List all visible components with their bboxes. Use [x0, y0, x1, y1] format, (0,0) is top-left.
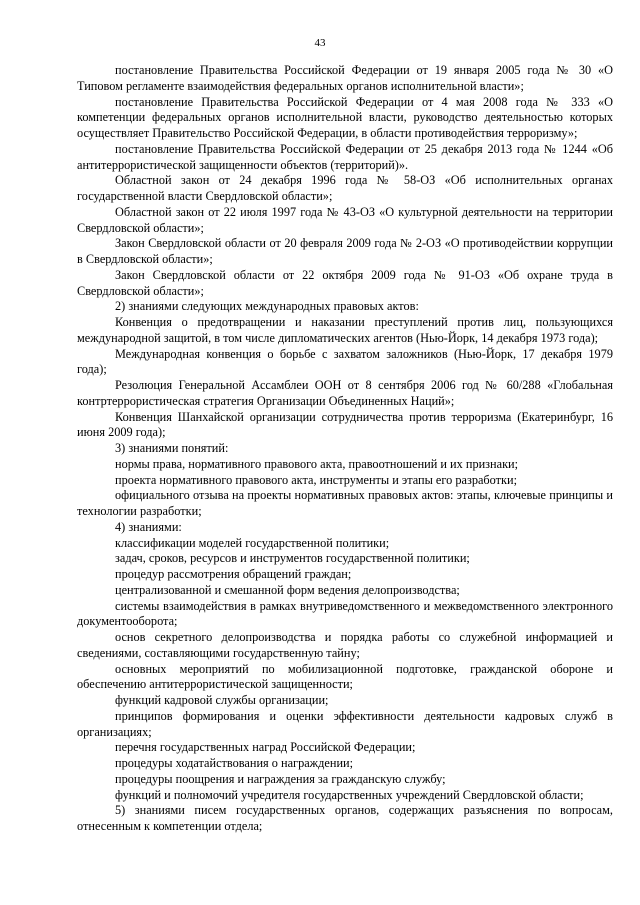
- paragraph: функций кадровой службы организации;: [115, 693, 329, 707]
- paragraph: процедуры ходатайствования о награждении;: [115, 756, 354, 770]
- paragraph: перечня государственных наград Российской Федерации;: [115, 740, 416, 755]
- paragraph: основ секретного делопроизводства и порядка работы со служебной информацией и сведениями, составляющими государственную тайну;: [77, 630, 613, 660]
- paragraph: Областной закон от 22 июля 1997 года № 43-ОЗ «О культурной деятельности на территории Свердловской области»;: [77, 204, 613, 235]
- section-heading: 4) знаниями:: [115, 519, 182, 534]
- paragraph: проекта нормативного правового акта, инструменты и этапы его разработки;: [115, 472, 518, 487]
- paragraph: Конвенция Шанхайской организации сотрудничества против терроризма (Екатеринбург, 16 июня 2009 года);: [77, 409, 613, 440]
- paragraph: принципов формирования и оценки эффективности деятельности кадровых служб в организациях;: [77, 708, 613, 739]
- paragraph: процедуры поощрения и награждения за гражданскую службу;: [115, 771, 446, 786]
- paragraph: процедур рассмотрения обращений граждан;: [115, 567, 352, 581]
- paragraph: постановление Правительства Российской Федерации от 25 декабря 2013 года № 1244 «Об антитеррористической защищенности объектов (территорий)».: [77, 141, 613, 172]
- section-heading: 3) знаниями понятий:: [115, 441, 229, 455]
- paragraph: основных мероприятий по мобилизационной подготовке, гражданской обороне и обеспечению антитеррористической защищенности;: [77, 661, 613, 692]
- paragraph: постановление Правительства Российской Федерации от 4 мая 2008 года № 333 «О компетенции федеральных органов исполнительной власти, руководство деятельностью которых осуществляет Правительство Российской Федерации, в области противодействия терроризму»;: [77, 94, 613, 140]
- section-heading: 2) знаниями следующих международных правовых актов:: [115, 299, 419, 314]
- paragraph: централизованной и смешанной форм ведения делопроизводства;: [115, 582, 460, 597]
- paragraph: постановление Правительства Российской Федерации от 19 января 2005 года № 30 «О Типовом регламенте взаимодействия федеральных органов исполнительной власти»;: [77, 63, 613, 93]
- page-number: 43: [314, 37, 326, 49]
- paragraph: Резолюция Генеральной Ассамблеи ООН от 8 сентября 2006 год № 60/288 «Глобальная контртеррористическая стратегия Организации Объединенных Наций»;: [77, 378, 613, 408]
- paragraph: задач, сроков, ресурсов и инструментов государственной политики;: [115, 551, 470, 566]
- paragraph: классификации моделей государственной политики;: [115, 535, 390, 550]
- paragraph: Областной закон от 24 декабря 1996 года № 58-ОЗ «Об исполнительных органах государственной власти Свердловской области»;: [77, 173, 613, 203]
- section-heading: 5) знаниями писем государственных органов, содержащих разъяснения по вопросам, отнесенным к компетенции отдела;: [77, 803, 613, 833]
- paragraph: Закон Свердловской области от 20 февраля 2009 года № 2-ОЗ «О противодействии коррупции в Свердловской области»;: [77, 236, 613, 266]
- paragraph: официального отзыва на проекты нормативных правовых актов: этапы, ключевые принципы и технологии разработки;: [77, 488, 613, 518]
- paragraph: системы взаимодействия в рамках внутриведомственного и межведомственного электронного документооборота;: [77, 598, 613, 629]
- document-body: [77, 63, 613, 835]
- paragraph: Закон Свердловской области от 22 октября 2009 года № 91-ОЗ «Об охране труда в Свердловской области»;: [77, 267, 613, 298]
- paragraph: Конвенция о предотвращении и наказании преступлений против лиц, пользующихся международной защитой, в том числе дипломатических агентов (Нью-Йорк, 14 декабря 1973 года);: [77, 315, 613, 345]
- paragraph: Международная конвенция о борьбе с захватом заложников (Нью-Йорк, 17 декабря 1979 года);: [77, 346, 613, 377]
- paragraph: нормы права, нормативного правового акта, правоотношений и их признаки;: [115, 456, 519, 471]
- paragraph: функций и полномочий учредителя государственных учреждений Свердловской области;: [115, 787, 584, 802]
